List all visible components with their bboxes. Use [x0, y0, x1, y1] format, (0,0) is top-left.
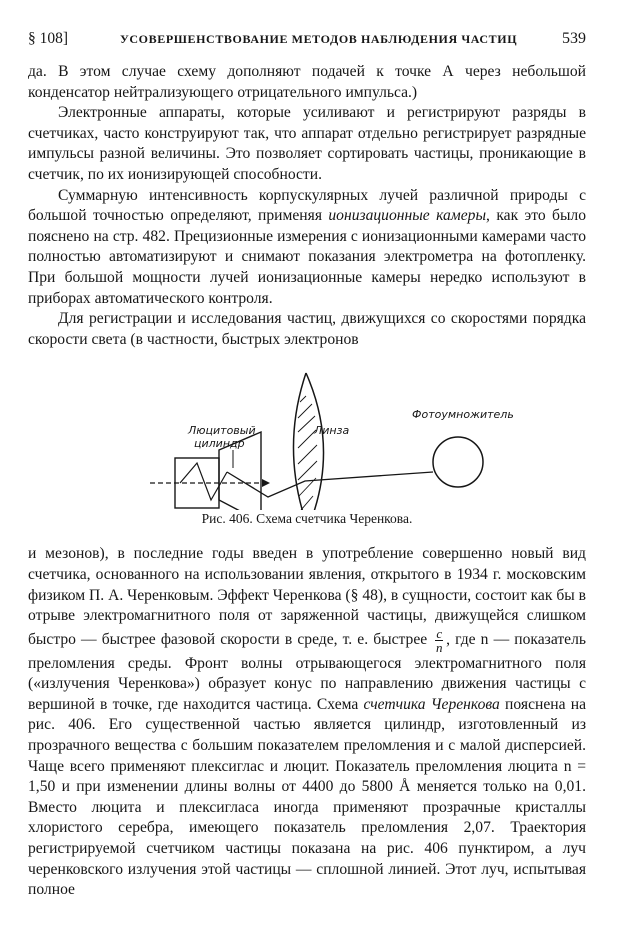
body-text-top [28, 62, 586, 350]
paragraph-4: Для регистрации и исследования частиц, движущихся со скоростями порядка скорости света (в частности, быстрых электронов [28, 310, 586, 348]
fraction-denominator: n [435, 639, 443, 655]
lens-hatching [298, 396, 317, 510]
running-header [28, 26, 586, 52]
label-lens: Линза [314, 424, 350, 438]
cherenkov-ray-inside [180, 463, 227, 500]
fraction-numerator: c [436, 625, 443, 641]
label-cylinder-line2: цилиндр [194, 437, 245, 451]
paragraph-5-part3: пояснена на рис. 406. Его существенной частью является цилиндр, изготовленный из прозрачного вещества с большим показателем преломления и с малой дисперсией. Чаще всего применяют плексиглас и люцит. Показатель преломления люцита n = 1,50 и при изменении длины волны от 4400 до 5800 Å меняется только на 0,01. Вместо люцита и плексигласа иногда применяют прозрачные кристаллы хлористого серебра, имеющего показатель преломления 2,07. Траектория регистрируемой счетчиком частицы показана на рис. 406 пунктиром, а луч черенковского излучения этой частицы — сплошной линией. Этот луч, испытывая полное [28, 695, 586, 899]
lens-right-surface [306, 373, 324, 510]
paragraph-3-after: , как это было пояснено на стр. 482. Прецизионные измерения с ионизационными камерами часто полностью автоматизируют и снимают показания электрометра на фотопленку. При большой мощности лучей ионизационные камеры нередко используют в приборах автоматического контроля. [28, 207, 587, 307]
paragraph-5-part1: и мезонов), в последние годы введен в употребление совершенно новый вид счетчика, основанного на использовании явления, открытого в 1934 г. московским физиком П. А. Черенковым. Эффект Черенкова (§ 48), в сущности, состоит как бы в отрыве электромагнитного поля от заряженной частицы, движущейся слишком быстро — быстрее фазовой скорости в среде, т. е. быстрее [28, 545, 586, 648]
term-cherenkov-counter: счетчика Черенкова [363, 695, 500, 713]
paragraph-1: да. В этом случае схему дополняют подачей к точке А через небольшой конденсатор нейтрализующего отрицательного импульса.) [28, 63, 586, 101]
paragraph-2: Электронные аппараты, которые усиливают и регистрируют разряды в счетчиках, часто конструируют так, что аппарат отдельно регистрирует разрядные импульсы разной величины. Это позволяет сортировать частицы, проникающие в счетчик, по их ионизирующей способности. [28, 104, 586, 183]
paragraph-5 [28, 544, 586, 901]
cherenkov-counter-diagram [28, 350, 586, 510]
lens-left-surface [293, 373, 308, 510]
running-title: УСОВЕРШЕНСТВОВАНИЕ МЕТОДОВ НАБЛЮДЕНИЯ ЧАСТИЦ [120, 32, 518, 46]
fraction-c-over-n [435, 627, 443, 654]
label-cylinder-line1: Люцитовый [188, 424, 256, 438]
paragraph-5-part2: , где n — показатель преломления среды. Фронт волны отрывающегося электромагнитного поля («излучения Черенкова») образует конус по направлению движения частицы с вершиной в точке, где находится частица. Схема [28, 630, 586, 713]
photomultiplier [433, 437, 483, 487]
label-photomultiplier: Фотоумножитель [412, 408, 514, 422]
figure-caption: Рис. 406. Схема счетчика Черенкова. [201, 511, 413, 527]
figure-406 [28, 350, 586, 544]
paragraph-3-before: Суммарную интенсивность корпускулярных лучей различной природы с большой точностью определяют, применяя [28, 186, 586, 225]
paragraph-3 [28, 186, 586, 310]
body-text-bottom [28, 544, 586, 901]
lucite-cylinder [175, 458, 219, 508]
cherenkov-ray [227, 472, 433, 497]
term-ionization-chambers: ионизационные камеры [328, 207, 487, 225]
page [28, 26, 586, 901]
trajectory-arrowhead [262, 479, 270, 487]
section-reference: § 108] [28, 30, 69, 47]
page-number: 539 [562, 30, 586, 47]
